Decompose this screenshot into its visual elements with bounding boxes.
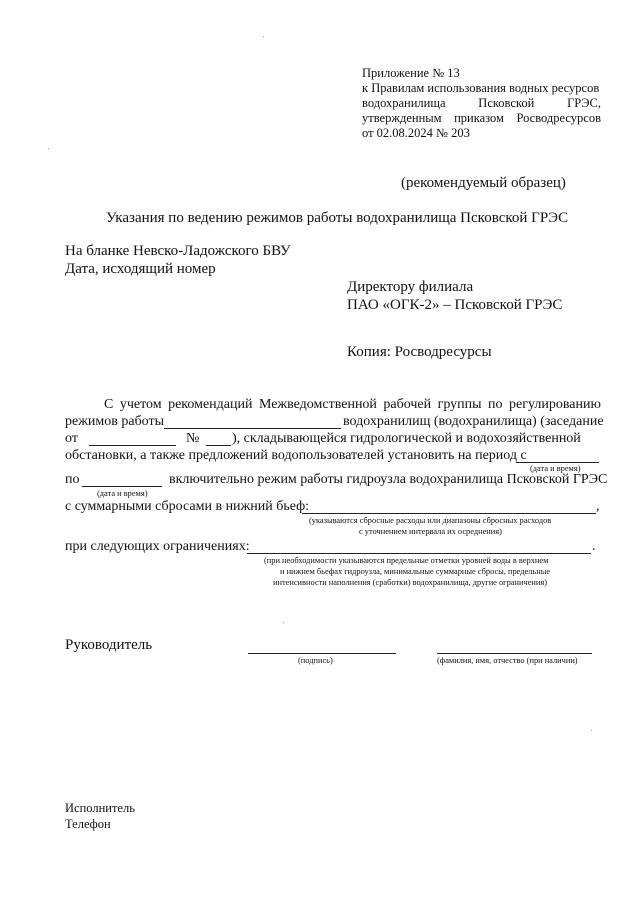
addressee-organization: ПАО «ОГК-2» – Псковской ГРЭС — [347, 297, 563, 313]
scan-speck — [591, 730, 592, 731]
copy-recipient: Копия: Росводресурсы — [347, 344, 492, 360]
meeting-number-blank — [206, 445, 231, 446]
phone-label: Телефон — [65, 817, 111, 831]
appendix-order-date: от 02.08.2024 № 203 — [362, 126, 470, 140]
date-number-note: Дата, исходящий номер — [65, 261, 216, 277]
body-restrictions: при следующих ограничениях: — [65, 539, 250, 554]
document-title: Указания по ведению режимов работы водохранилища Псковской ГРЭС — [106, 210, 569, 226]
reservoirs-blank — [164, 428, 341, 429]
period-start-blank — [516, 462, 599, 463]
body-word: Межведомственной — [258, 397, 377, 412]
discharges-hint-line-1: (указываются сбросные расходы или диапазоны сбросных расходов — [309, 516, 552, 525]
full-name-blank — [437, 653, 592, 654]
body-word: регулированию — [509, 397, 601, 412]
body-word: рабочей — [383, 397, 432, 412]
body-reservoirs-meeting: водохранилищ (водохранилища) (заседание — [343, 414, 604, 429]
head-signature-label: Руководитель — [65, 637, 153, 653]
recommended-sample-note: (рекомендуемый образец) — [401, 175, 566, 191]
meeting-date-blank — [89, 445, 176, 446]
body-word: учетом — [119, 397, 162, 412]
body-word: группы — [437, 397, 482, 412]
appendix-rules-ref: к Правилам использования водных ресурсов — [362, 81, 600, 95]
appendix-word: Росводресурсов — [516, 111, 601, 125]
discharges-blank — [302, 513, 596, 514]
addressee-position: Директору филиала — [347, 279, 474, 295]
letterhead-note: На бланке Невско-Ладожского БВУ — [65, 243, 291, 259]
date-time-hint: (дата и время) — [97, 489, 148, 498]
body-proposals: обстановки, а также предложений водопользователей установить на период с — [65, 448, 527, 463]
body-number-sign: № — [186, 431, 200, 446]
signature-hint: (подпись) — [298, 656, 333, 665]
appendix-approved-line — [362, 112, 601, 125]
body-word: по — [488, 397, 503, 412]
discharges-hint-line-2: с уточнением интервала их осреднения) — [359, 527, 502, 536]
appendix-number: Приложение № 13 — [362, 66, 460, 80]
executor-label: Исполнитель — [65, 801, 135, 815]
body-total-discharges: с суммарными сбросами в нижний бьеф: — [65, 499, 310, 514]
restrictions-blank — [247, 553, 591, 554]
body-line-1 — [104, 398, 601, 412]
appendix-word: водохранилища — [362, 96, 446, 110]
appendix-word: приказом — [454, 111, 504, 125]
scan-speck — [48, 148, 49, 149]
appendix-reservoir-line — [362, 97, 601, 110]
date-time-hint: (дата и время) — [530, 464, 581, 473]
scan-speck — [283, 622, 284, 623]
appendix-word: Псковской — [478, 96, 535, 110]
body-period: . — [592, 539, 596, 554]
body-inclusive-mode: включительно режим работы гидроузла водохранилища Псковской ГРЭС — [169, 472, 608, 487]
restrictions-hint-line-1: (при необходимости указываются предельные отметки уровней воды в верхнем — [264, 556, 549, 565]
appendix-word: утвержденным — [362, 111, 442, 125]
scan-speck — [263, 36, 264, 37]
body-operation-modes: режимов работы — [65, 414, 165, 429]
body-from: от — [65, 431, 78, 446]
period-end-blank — [82, 486, 162, 487]
full-name-hint: (фамилия, имя, отчество (при наличии) — [437, 656, 578, 665]
body-to: по — [65, 472, 80, 487]
body-comma: , — [596, 499, 600, 514]
appendix-word: ГРЭС, — [567, 96, 601, 110]
body-word: рекомендаций — [168, 397, 253, 412]
body-word: С — [104, 397, 114, 412]
restrictions-hint-line-2: и нижнем бьефах гидроузла, минимальные суммарные сбросы, предельные — [280, 567, 551, 576]
body-conditions: ), складывающейся гидрологической и водохозяйственной — [232, 431, 581, 446]
signature-blank — [248, 653, 396, 654]
restrictions-hint-line-3: интенсивности наполнения (сработки) водохранилища, другие ограничения) — [273, 578, 548, 587]
